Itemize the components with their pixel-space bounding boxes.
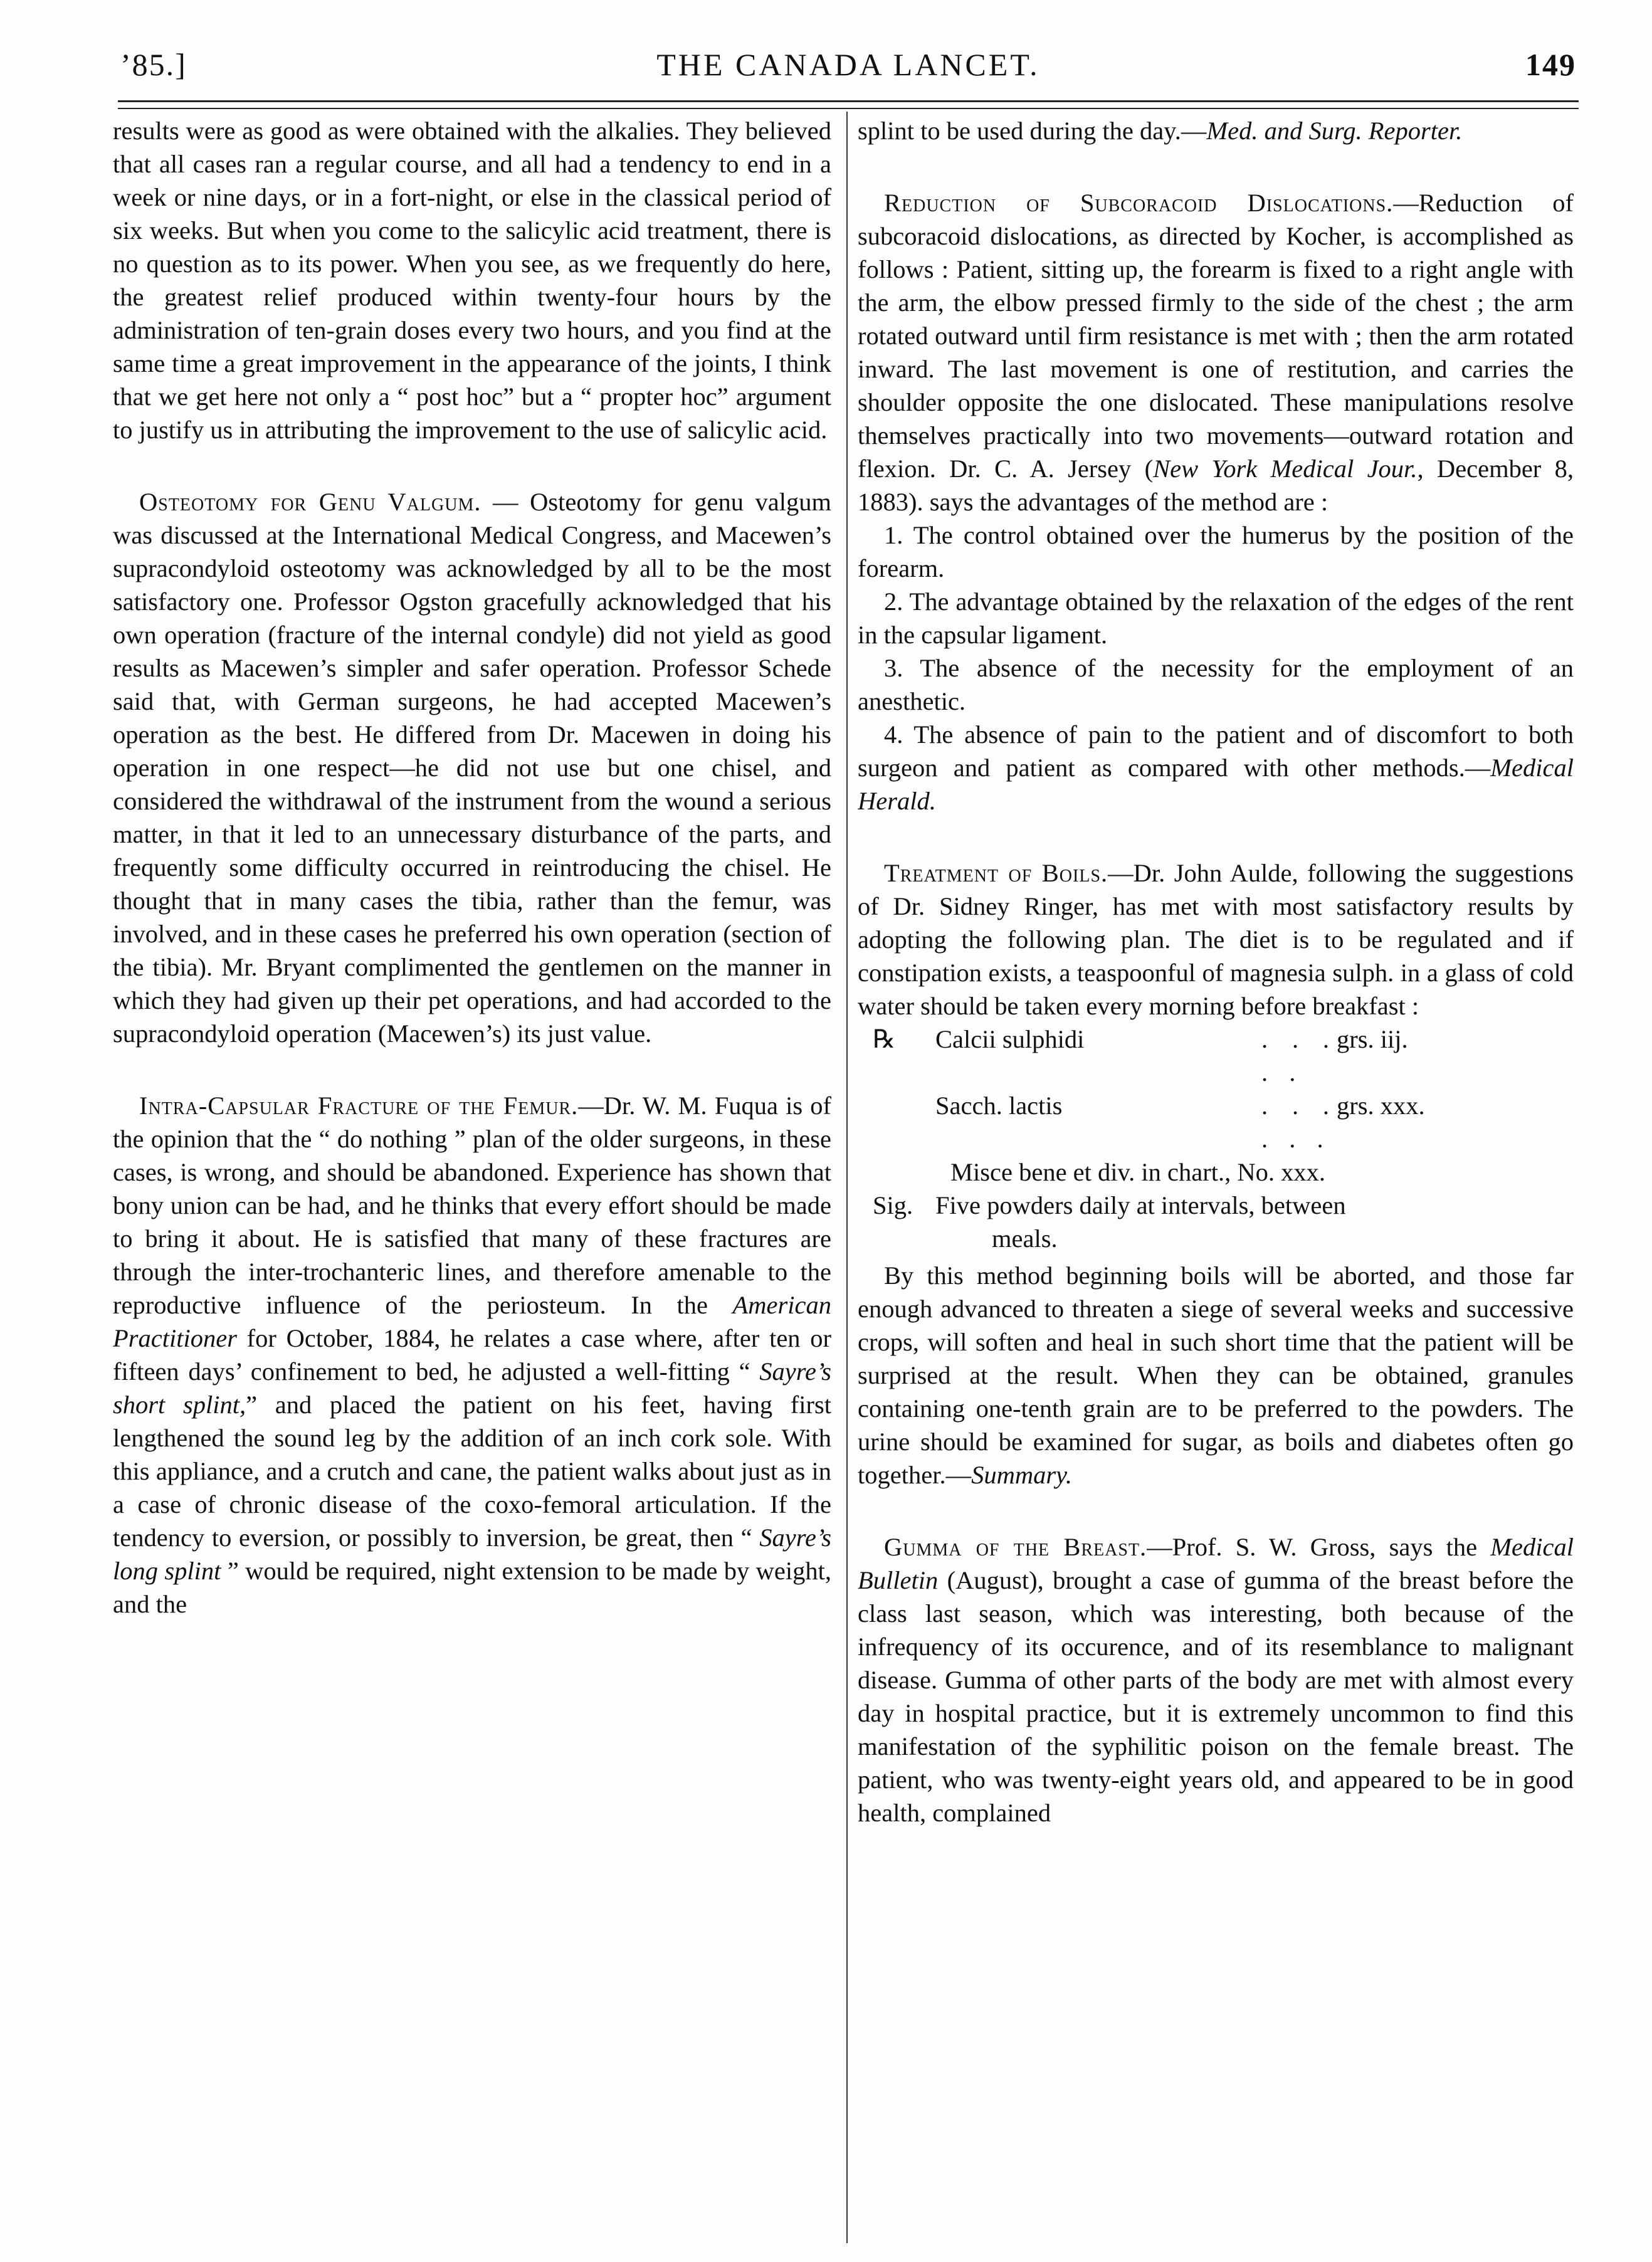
article-body: , December 8, 1883). says the advantages of the method are : — [858, 455, 1574, 516]
leader-dots: . . . . . — [1261, 1025, 1337, 1086]
article-gumma — [858, 1530, 1574, 1829]
prescription-row — [858, 1023, 1574, 1089]
article-body: Osteotomy for genu valgum was discussed at the International Medical Congress, and Macewen’s supracondyloid osteotomy was acknowledged by all to be the most satisfactory one. Professor Ogston gracefully acknowledged that his own operation (fracture of the internal condyle) did not yield as good results as Macewen’s simpler and safer operation. Professor Schede said that, with German surgeons, he had accepted Macewen’s operation as the best. He differed from Dr. Macewen in doing his operation in one respect—he did not use but one chisel, and considered the withdrawal of the instrument from the wound a serious matter, in that it led to an unnecessary disturbance of the parts, and frequently some difficulty occurred in reintroducing the chisel. He thought that in many cases the tibia, rather than the femur, was involved, and in these cases he preferred his own operation (section of the tibia). Mr. Bryant complimented the gentlemen on the manner in which they had given up their pet operations, and had accorded to the supracondyloid operation (Macewen’s) its just value. — [113, 488, 831, 1048]
splint-name: Sayre’s short splint, — [113, 1357, 831, 1419]
article-paragraph — [858, 1259, 1574, 1491]
article-boils — [858, 856, 1574, 1491]
prescription-row — [858, 1089, 1574, 1155]
ingredient-quantity: grs. xxx. — [1337, 1092, 1425, 1120]
list-item: 3. The absence of the necessity for the employment of an anesthetic. — [858, 654, 1574, 715]
article-body: Prof. S. W. Gross, says the — [1172, 1533, 1491, 1561]
header-rule-secondary — [118, 108, 1579, 109]
continued-paragraph — [858, 114, 1574, 147]
article-paragraph — [858, 1530, 1574, 1829]
article-body: for October, 1884, he relates a case where, after ten or fifteen days’ confinement to bed, he adjusted a well-fitting “ — [113, 1324, 831, 1386]
source-citation: Summary. — [971, 1461, 1072, 1489]
signa-row — [858, 1189, 1574, 1222]
article-body: ” and placed the patient on his feet, having first lengthened the sound leg by the addition of an inch cork sole. With this appliance, and a crutch and cane, the patient walks about just as in a case of chronic disease of the coxo-femoral articulation. If the tendency to eversion, or possibly to inversion, be great, then “ — [113, 1391, 831, 1552]
ingredient-name: Calcii sulphidi — [935, 1025, 1085, 1053]
article-body: Dr. John Aulde, following the suggestions of Dr. Sidney Ringer, has met with most satisfactory results by adopting the following plan. The diet is to be regulated and if constipation exists, a teaspoonful of magnesia sulph. in a glass of cold water should be taken every morning before breakfast : — [858, 859, 1574, 1020]
source-citation: Medical Herald. — [858, 754, 1574, 815]
header-rule — [118, 100, 1579, 102]
signa-label: Sig. — [873, 1191, 913, 1219]
article-paragraph — [858, 856, 1574, 1023]
article-body: ” would be required, night extension to be made by weight, and the — [113, 1557, 831, 1618]
heading-dash: — — [578, 1092, 604, 1120]
splint-name: Sayre’s long splint — [113, 1523, 831, 1585]
prescription — [858, 1023, 1574, 1255]
source-citation: Med. and Surg. Reporter. — [1206, 117, 1463, 145]
article-heading: Osteotomy for Genu Valgum. — [139, 488, 481, 516]
heading-dash: — — [481, 488, 530, 516]
journal-title: THE CANADA LANCET. — [656, 47, 1040, 82]
leader-dots: . . . . . . — [1261, 1092, 1337, 1153]
column-divider — [846, 112, 848, 2243]
journal-citation: American Practitioner — [113, 1291, 831, 1352]
article-paragraph — [113, 485, 831, 1050]
heading-dash: — — [1147, 1533, 1172, 1561]
heading-dash: — — [1393, 189, 1419, 217]
ingredient-quantity: grs. iij. — [1337, 1025, 1408, 1053]
list-item-text: 4. The absence of pain to the patient and of discomfort to both surgeon and patient as compared with other methods.— — [858, 720, 1574, 782]
journal-citation: Medical Bulletin — [858, 1533, 1574, 1594]
page-number: 149 — [1525, 47, 1576, 82]
right-column — [858, 114, 1574, 2246]
article-body: (August), brought a case of gumma of the breast before the class last season, which was interesting, both because of the infrequency of its occurence, and of its resemblance to malignant disease. Gumma of other parts of the body are met with almost every day in hospital practice, but it is extremely uncommon to find this manifestation of the syphilitic poison on the female breast. The patient, who was twenty-eight years old, and appeared to be in good health, complained — [858, 1566, 1574, 1827]
list-item: 1. The control obtained over the humerus by the position of the forearm. — [858, 521, 1574, 582]
article-body: Reduction of subcoracoid dislocations, as directed by Kocher, is accomplished as follows : Patient, sitting up, the forearm is fixed to a right angle with the arm, the elbow pressed firmly to the side of the chest ; the arm rotated outward until firm resistance is met with ; then the arm rotated inward. The last movement is one of restitution, and carries the shoulder opposite the one dislocated. These manipulations resolve themselves practically into two movements—outward rotation and flexion. Dr. C. A. Jersey ( — [858, 189, 1574, 483]
article-paragraph — [858, 186, 1574, 518]
misce-instruction: Misce bene et div. in chart., No. xxx. — [950, 1158, 1325, 1186]
article-body: Dr. W. M. Fuqua is of the opinion that the “ do nothing ” plan of the older surgeons, in these cases, is wrong, and should be abandoned. Experience has shown that bony union can be had, and he thinks that every effort should be made to bring it about. He is satisfied that many of these fractures are through the inter-trochanteric lines, and therefore amenable to the reproductive influence of the periosteum. In the — [113, 1092, 831, 1319]
advantages-list — [858, 518, 1574, 818]
article-intracapsular-fracture — [113, 1089, 831, 1621]
article-body: splint to be used during the day.— — [858, 117, 1207, 145]
article-body: By this method beginning boils will be aborted, and those far enough advanced to threaten a siege of several weeks and successive crops, will soften and heal in such short time that the patient will be surprised at the result. When they can be obtained, granules containing one-tenth grain are to be preferred to the powders. The urine should be examined for sugar, as boils and diabetes often go together.— — [858, 1261, 1574, 1489]
left-column — [113, 114, 831, 2246]
journal-citation: New York Medical Jour. — [1153, 455, 1418, 483]
article-heading: Treatment of Boils. — [884, 859, 1108, 887]
article-heading: Gumma of the Breast. — [884, 1533, 1147, 1561]
header-year: ’85.] — [120, 47, 187, 82]
continued-paragraph: results were as good as were obtained with the alkalies. They believed that all cases ran a regular course, and all had a tendency to end in a week or nine days, or in a fort-night, or else in the classical period of six weeks. But when you come to the salicylic acid treatment, there is no question as to its power. When you see, as we frequently do here, the greatest relief produced within twenty-four hours by the administration of ten-grain doses every two hours, and you find at the same time a great improvement in the appearance of the joints, I think that we get here not only a “ post hoc” but a “ propter hoc” argument to justify us in attributing the improvement to the use of salicylic acid. — [113, 117, 831, 444]
article-subcoracoid — [858, 186, 1574, 818]
recipe-symbol: ℞ — [873, 1025, 896, 1053]
article-paragraph — [113, 1089, 831, 1621]
list-item: 2. The advantage obtained by the relaxation of the edges of the rent in the capsular ligament. — [858, 587, 1574, 649]
article-heading: Intra-Capsular Fracture of the Femur. — [139, 1092, 579, 1120]
list-item — [858, 718, 1574, 818]
heading-dash: — — [1108, 859, 1134, 887]
running-header — [118, 35, 1579, 92]
signa-text: Five powders daily at intervals, between — [935, 1191, 1346, 1219]
signa-continuation: meals. — [992, 1224, 1058, 1253]
ingredient-name: Sacch. lactis — [935, 1092, 1063, 1120]
article-heading: Reduction of Subcoracoid Dislocations. — [884, 189, 1394, 217]
article-osteotomy — [113, 485, 831, 1050]
